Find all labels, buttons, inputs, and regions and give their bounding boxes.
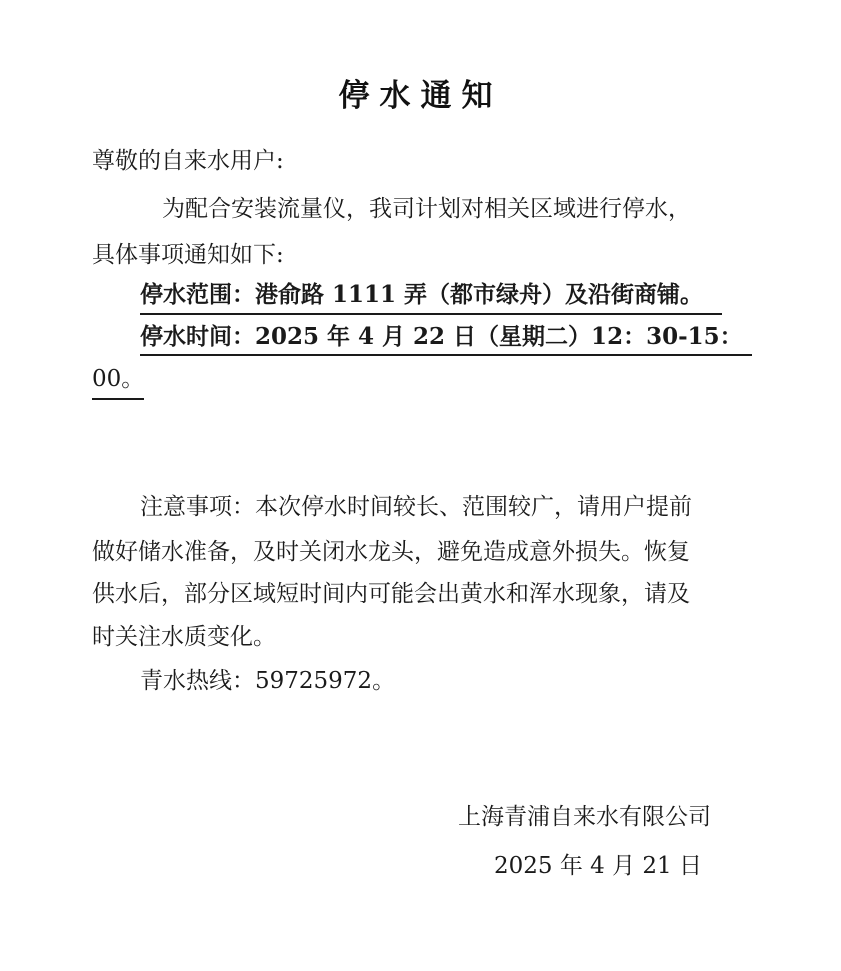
attention-line-4: 时关注水质变化。: [92, 624, 276, 650]
attention-line-2: 做好储水准备，及时关闭水龙头，避免造成意外损失。恢复: [92, 539, 690, 565]
company-name: 上海青浦自来水有限公司: [458, 804, 711, 830]
attention-line-3: 供水后，部分区域短时间内可能会出黄水和浑水现象，请及: [92, 581, 690, 607]
time-underline-1: [140, 354, 752, 356]
hotline: 青水热线：59725972。: [140, 668, 396, 694]
time-underline-2: [92, 398, 144, 400]
notice-title: 停水通知: [338, 78, 503, 114]
scope-underline: [140, 313, 722, 315]
notice-date: 2025 年 4 月 21 日: [494, 853, 702, 879]
salutation: 尊敬的自来水用户:: [92, 148, 284, 174]
intro-line-1: 为配合安装流量仪，我司计划对相关区域进行停水，: [162, 196, 691, 222]
time-line-1: 停水时间：2025 年 4 月 22 日（星期二）12：30-15：: [140, 323, 743, 350]
time-line-2: 00。: [92, 366, 145, 392]
scope-line: 停水范围：港俞路 1111 弄（都市绿舟）及沿街商铺。: [140, 281, 704, 308]
intro-line-2: 具体事项通知如下:: [92, 242, 284, 268]
attention-line-1: 注意事项：本次停水时间较长、范围较广，请用户提前: [140, 494, 692, 520]
